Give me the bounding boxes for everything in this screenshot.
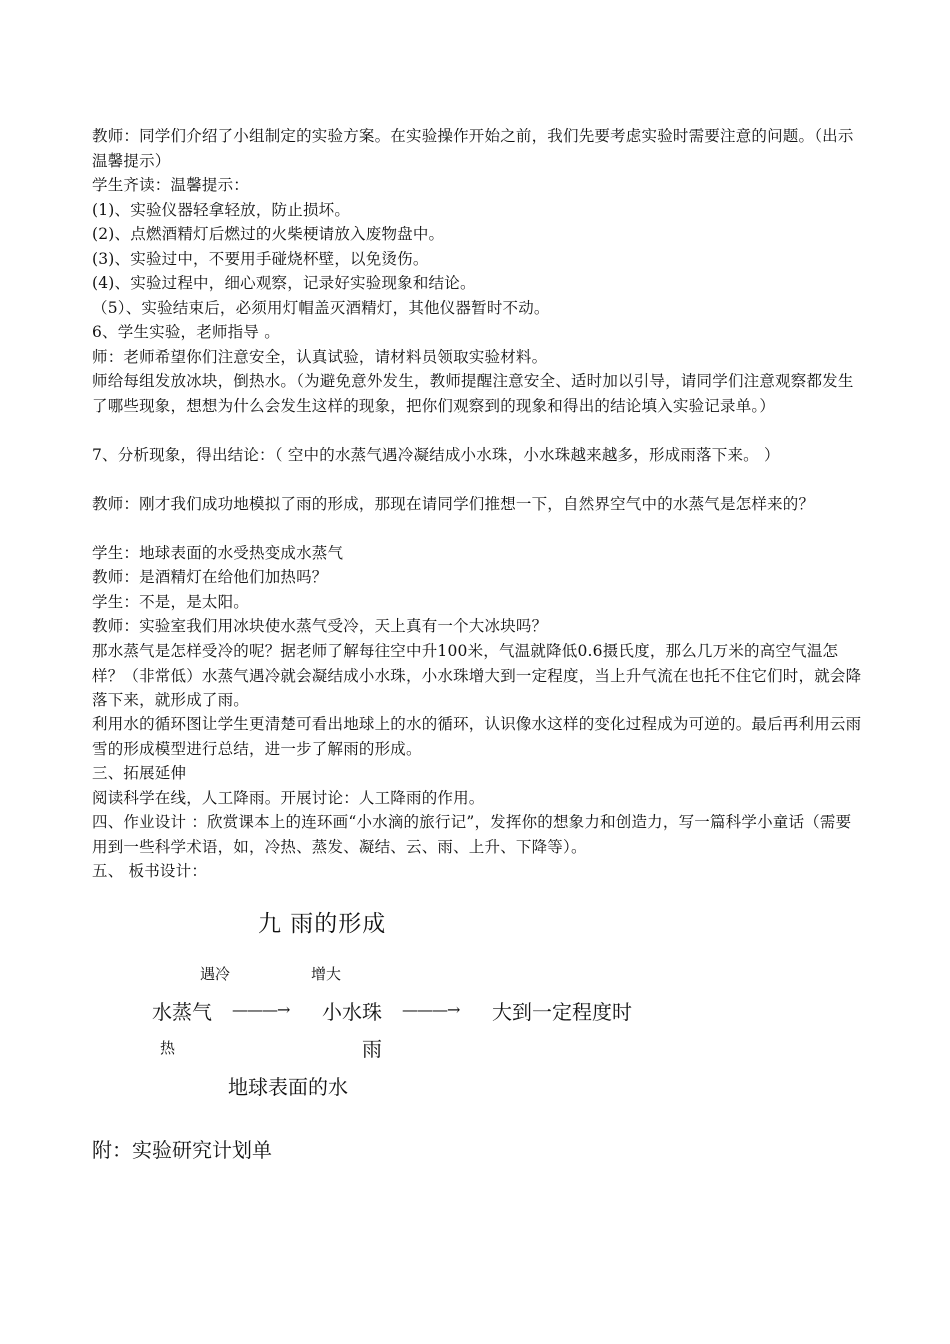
paragraph-teacher-intro: 教师：同学们介绍了小组制定的实验方案。在实验操作开始之前，我们先要考虑实验时需要注意的问题。（出示温馨提示） — [92, 127, 854, 170]
section-4-homework: 四、作业设计 ：欣赏课本上的连环画“小水滴的旅行记”，发挥你的想象力和创造力，写一篇科学小童话（需要用到一些科学术语，如，冷热、蒸发、凝结、云、雨、上升、下降等）。 — [92, 813, 852, 856]
paragraph-student-answer: 学生：地球表面的水受热变成水蒸气 — [92, 544, 344, 562]
step-6-heading: 6、学生实验，老师指导 。 — [92, 323, 280, 341]
board-arrow-2: ———→ — [402, 1000, 460, 1019]
appendix-plan: 附：实验研究计划单 — [92, 1138, 272, 1162]
board-threshold: 大到一定程度时 — [492, 1000, 632, 1024]
tip-3: (3)、实验过中，不要用手碰烧杯壁，以免烫伤。 — [92, 250, 429, 268]
tip-1: (1)、实验仪器轻拿轻放，防止损坏。 — [92, 201, 351, 219]
paragraph-teacher-safety: 师：老师希望你们注意安全，认真试验，请材料员领取实验材料。 — [92, 348, 548, 366]
board-rain: 雨 — [362, 1037, 382, 1061]
board-earth-water: 地球表面的水 — [228, 1075, 348, 1099]
board-label-cold: 遇冷 — [200, 965, 231, 983]
board-label-grow: 增大 — [311, 965, 342, 983]
section-5-heading: 五、 板书设计： — [92, 862, 208, 880]
paragraph-ice-hot-water: 师给每组发放冰块，倒热水。（为避免意外发生，教师提醒注意安全、适时加以引导，请同学们注意观察都发生了哪些现象，想想为什么会发生这样的现象，把你们观察到的现象和得出的结论填入实验记录单。） — [92, 372, 854, 415]
board-droplet: 小水珠 — [322, 1000, 382, 1024]
board-title: 九 雨的形成 — [258, 911, 387, 937]
section-3-heading: 三、拓展延伸 — [92, 764, 187, 782]
tip-4: (4)、实验过程中，细心观察，记录好实验现象和结论。 — [92, 274, 476, 292]
paragraph-cooling-explanation: 那水蒸气是怎样受冷的呢？据老师了解每往空中升100米，气温就降低0.6摄氏度，那么几万米的高空气温怎样？（非常低）水蒸气遇冷就会凝结成小水珠，小水珠增大到一定程度，当上升气流在也托不住它们时，就会降落下来，就形成了雨。 — [92, 642, 862, 709]
paragraph-students-read: 学生齐读：温馨提示： — [92, 176, 250, 194]
paragraph-teacher-ice: 教师：实验室我们用冰块使水蒸气受冷，天上真有一个大冰块吗？ — [92, 617, 548, 635]
paragraph-water-cycle: 利用水的循环图让学生更清楚可看出地球上的水的循环，认识像水这样的变化过程成为可逆的。最后再利用云雨雪的形成模型进行总结，进一步了解雨的形成。 — [92, 715, 862, 758]
paragraph-teacher-question: 教师：刚才我们成功地模拟了雨的形成，那现在请同学们推想一下，自然界空气中的水蒸气是怎样来的？ — [92, 495, 815, 513]
board-arrow-1: ———→ — [232, 1000, 290, 1019]
paragraph-teacher-lamp: 教师：是酒精灯在给他们加热吗？ — [92, 568, 328, 586]
paragraph-artificial-rain: 阅读科学在线，人工降雨。开展讨论：人工降雨的作用。 — [92, 789, 485, 807]
board-water-vapor: 水蒸气 — [152, 1000, 212, 1024]
step-7-conclusion: 7、分析现象，得出结论：（ 空中的水蒸气遇冷凝结成小水珠，小水珠越来越多，形成雨落下来。 ） — [92, 446, 780, 464]
board-heat: 热 — [160, 1039, 176, 1057]
paragraph-student-sun: 学生：不是，是太阳。 — [92, 593, 250, 611]
tip-2: (2)、点燃酒精灯后燃过的火柴梗请放入废物盘中。 — [92, 225, 445, 243]
tip-5: （5）、实验结束后，必须用灯帽盖灭酒精灯，其他仪器暂时不动。 — [92, 299, 550, 317]
